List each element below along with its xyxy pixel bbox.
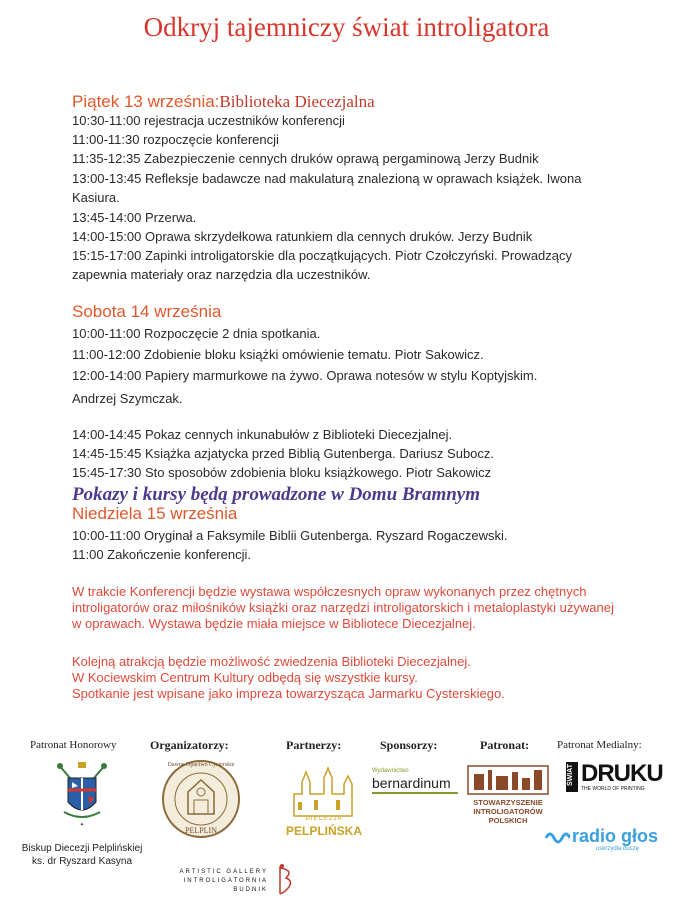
exhibition-info: [72, 584, 632, 632]
gallery-line1: ARTISTIC GALLERY: [179, 869, 268, 875]
day1-item: 13:45-14:00 Przerwa.: [72, 210, 197, 225]
day2-item: Andrzej Szymczak.: [72, 391, 183, 406]
label-patronat-medialny: Patronat Medialny:: [557, 739, 642, 751]
radio-wave-icon: [544, 828, 570, 848]
day2-item: 12:00-14:00 Papiery marmurkowe na żywo. Oprawa notesów w stylu Koptyjskim.: [72, 368, 538, 383]
bernardinum-text: bernardinum: [372, 775, 451, 791]
day2-item: 14:00-14:45 Pokaz cennych inkunabułów z Biblioteki Diecezjalnej.: [72, 427, 453, 442]
info-line: W trakcie Konferencji będzie wystawa współczesnych opraw wykonanych przez chętnych: [72, 584, 587, 599]
info-line: introligatorów oraz miłośników książki oraz narzędzi introligatorskich i metaloplastyki używanej: [72, 600, 614, 615]
opactwo-city: PELPLIN: [185, 826, 217, 835]
diecezja-pelplinska-logo: [284, 764, 364, 842]
label-sponsorzy: Sponsorzy:: [380, 738, 438, 752]
day1-item: 11:00-11:30 rozpoczęcie konferencji: [72, 132, 279, 147]
day1-venue: Biblioteka Diecezjalna: [219, 92, 375, 111]
day1-item: 14:00-15:00 Oprawa skrzydełkowa ratunkiem dla cennych druków. Jerzy Budnik: [72, 229, 533, 244]
label-patronat: Patronat:: [480, 738, 530, 752]
day2-item: 11:00-12:00 Zdobienie bloku książki omówienie tematu. Piotr Sakowicz.: [72, 347, 484, 362]
opactwo-text: Dawne Opactwo Cysterskie: [167, 762, 235, 768]
day3-heading: Niedziela 15 września: [72, 504, 238, 523]
attractions-info: [72, 654, 632, 702]
wydawnictwo-text: Wydawnictwo: [372, 768, 409, 774]
swiat-text: ŚWIAT: [567, 764, 574, 787]
day2-item: 15:45-17:30 Sto sposobów zdobienia bloku książkowego. Piotr Sakowicz: [72, 465, 492, 480]
day1-item: Kasiura.: [72, 190, 120, 205]
stow-line1: STOWARZYSZENIE: [473, 798, 543, 807]
day1-item: 10:30-11:00 rejestracja uczestników konferencji: [72, 113, 345, 128]
day2-item: 14:45-15:45 Książka azjatycka przed Biblią Gutenberga. Dariusz Subocz.: [72, 446, 495, 461]
budnik-b-icon: [272, 862, 298, 898]
info-line: Kolejną atrakcją będzie możliwość zwiedzenia Biblioteki Diecezjalnej.: [72, 654, 471, 669]
bishop-line2: ks. dr Ryszard Kasyna: [31, 856, 133, 867]
day3-item: 11:00 Zakończenie konferencji.: [72, 547, 251, 562]
swiat-druku-logo: [566, 760, 666, 794]
day1-item: 13:00-13:45 Refleksje badawcze nad makulaturą znalezioną w oprawach książek. Iwona: [72, 171, 582, 186]
gallery-text: [150, 868, 268, 895]
label-partnerzy: Partnerzy:: [286, 738, 342, 752]
bishop-line1: Biskup Diecezji Pelplińskiej: [21, 843, 143, 854]
gallery-line3: BUDNIK: [233, 887, 268, 893]
bishop-caption: [20, 842, 144, 868]
stow-line2: INTROLIGATORÓW: [473, 807, 543, 816]
day2-heading: Sobota 14 września: [72, 302, 222, 321]
stowarzyszenie-text: [466, 798, 550, 825]
day1-item: 15:15-17:00 Zapinki introligatorskie dla początkujących. Piotr Czołczyński. Prowadzący: [72, 248, 573, 263]
bishop-coat-of-arms-logo: [52, 760, 112, 830]
day1-date: Piątek 13 września:: [72, 92, 220, 111]
stow-line3: POLSKICH: [488, 816, 528, 825]
druku-text: DRUKU: [581, 760, 663, 787]
page-title: Odkryj tajemniczy świat introligatora: [143, 12, 550, 42]
info-line: Spotkanie jest wpisane jako impreza towarzysząca Jarmarku Cysterskiego.: [72, 686, 505, 701]
venue-note: Pokazy i kursy będą prowadzone w Domu Bramnym: [72, 484, 481, 505]
day1-heading: [72, 92, 375, 112]
radio-text: radio głos: [572, 826, 659, 846]
artistic-gallery-budnik-logo: [150, 862, 300, 902]
day2-item: 10:00-11:00 Rozpoczęcie 2 dnia spotkania.: [72, 326, 321, 341]
diecezja-big: PELPLIŃSKA: [285, 824, 362, 838]
label-patronat-honorowy: Patronat Honorowy: [30, 739, 117, 751]
info-line: w oprawach. Wystawa będzie miała miejsce w Bibliotece Diecezjalnej.: [72, 616, 476, 631]
svg-text:✦: ✦: [79, 822, 85, 828]
opactwo-pelplin-logo: [160, 758, 242, 840]
gallery-line2: INTROLIGATORNIA: [183, 878, 268, 884]
druku-sub: THE WORLD OF PRINTING: [581, 786, 645, 792]
day1-item: 11:35-12:35 Zabezpieczenie cennych druków oprawą pergaminową Jerzy Budnik: [72, 151, 539, 166]
bernardinum-underline: [372, 792, 458, 794]
info-line: W Kociewskim Centrum Kultury odbędą się wszystkie kursy.: [72, 670, 418, 685]
day3-item: 10:00-11:00 Oryginał a Faksymile Biblii Gutenberga. Ryszard Rogaczewski.: [72, 528, 508, 543]
bernardinum-logo: [372, 768, 462, 794]
day1-item: zapewnia materiały oraz narzędzia dla uczestników.: [72, 267, 371, 282]
radio-sub: uskrzydla duszę: [596, 846, 640, 852]
diecezja-small: DIECEZJA: [305, 816, 343, 822]
stowarzyszenie-introligatorow-logo: [466, 764, 550, 828]
label-organizatorzy: Organizatorzy:: [150, 738, 229, 752]
radio-glos-logo: [544, 826, 674, 852]
